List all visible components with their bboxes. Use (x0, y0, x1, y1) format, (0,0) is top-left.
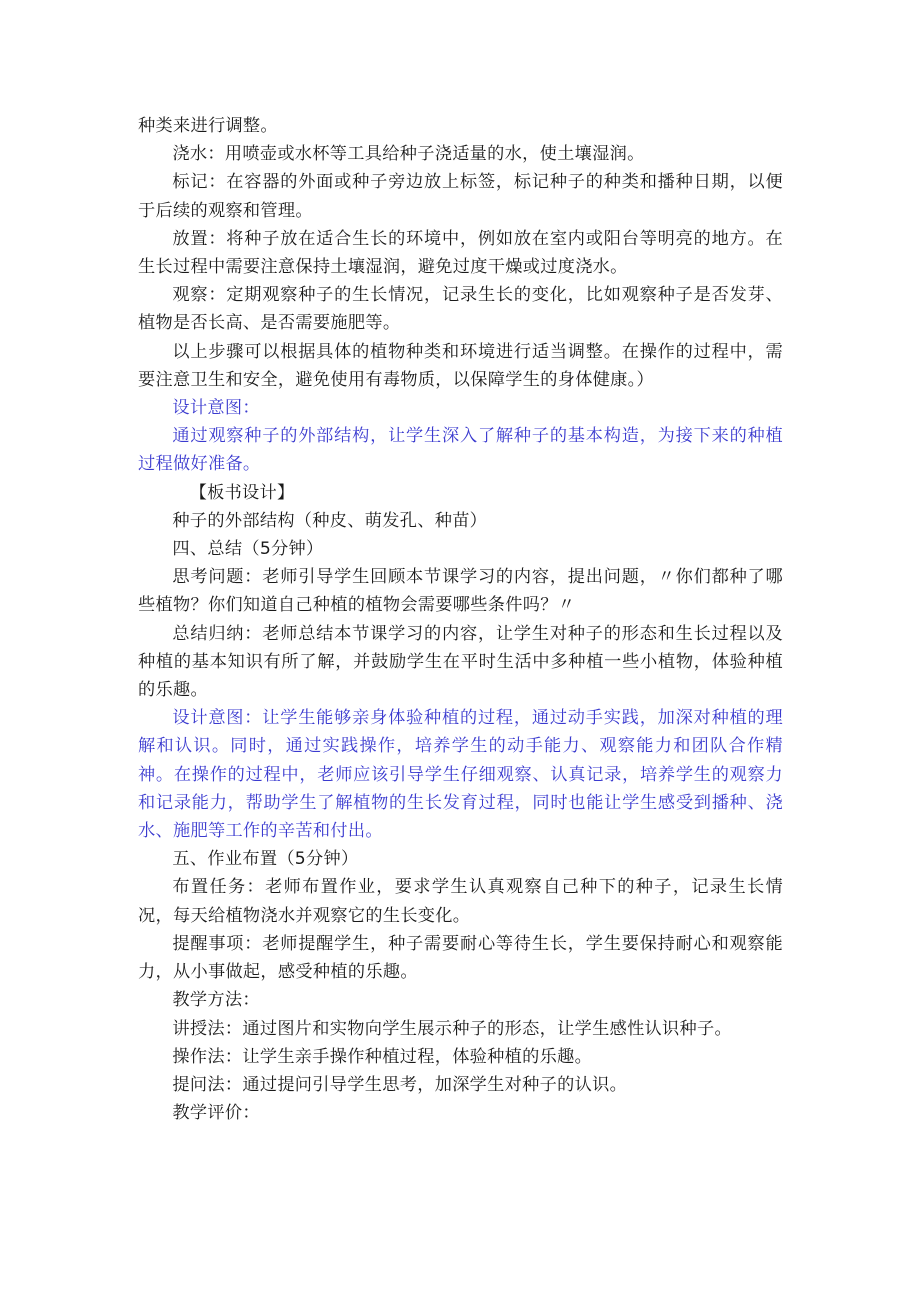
paragraph: 讲授法：通过图片和实物向学生展示种子的形态，让学生感性认识种子。 (172, 1018, 732, 1039)
paragraph: 观察：定期观察种子的生长情况，记录生长的变化，比如观察种子是否发芽、植物是否长高、是否需要施肥等。 (138, 285, 783, 334)
board-design-heading: 【板书设计】 (189, 482, 295, 503)
paragraph: 提问法：通过提问引导学生思考，加深学生对种子的认识。 (172, 1074, 628, 1095)
design-intent-paragraph: 设计意图：让学生能够亲身体验种植的过程，通过动手实践，加深对种植的理解和认识。同时，通过实践操作，培养学生的动手能力、观察能力和团队合作精神。在操作的过程中，老师应该引导学生仔细观察、认真记录，培养学生的观察力和记录能力，帮助学生了解植物的生长发育过程，同时也能让学生感受到播种、浇水、施肥等工作的辛苦和付出。 (138, 708, 783, 842)
paragraph: 标记：在容器的外面或种子旁边放上标签，标记种子的种类和播种日期，以便于后续的观察和管理。 (138, 172, 783, 221)
paragraph: 放置：将种子放在适合生长的环境中，例如放在室内或阳台等明亮的地方。在生长过程中需要注意保持土壤湿润，避免过度干燥或过度浇水。 (138, 228, 783, 278)
section-heading: 五、作业布置（5分钟） (172, 849, 359, 870)
paragraph: 教学方法： (172, 990, 260, 1011)
paragraph: 浇水：用喷壶或水杯等工具给种子浇适量的水，使土壤湿润。 (172, 144, 645, 165)
document-body (138, 112, 783, 1127)
paragraph: 布置任务：老师布置作业，要求学生认真观察自己种下的种子，记录生长情况，每天给植物浇水并观察它的生长变化。 (138, 877, 783, 926)
section-heading: 四、总结（5分钟） (172, 539, 324, 560)
paragraph: 总结归纳：老师总结本节课学习的内容，让学生对种子的形态和生长过程以及种植的基本知识有所了解，并鼓励学生在平时生活中多种植一些小植物，体验种植的乐趣。 (138, 623, 783, 701)
design-intent-heading: 设计意图： (172, 398, 260, 419)
design-intent-paragraph: 通过观察种子的外部结构，让学生深入了解种子的基本构造，为接下来的种植过程做好准备。 (138, 426, 783, 475)
paragraph: 提醒事项：老师提醒学生，种子需要耐心等待生长，学生要保持耐心和观察能力，从小事做起，感受种植的乐趣。 (138, 933, 783, 983)
paragraph: 种子的外部结构（种皮、萌发孔、种苗） (172, 510, 488, 531)
paragraph: 教学评价： (172, 1103, 260, 1124)
paragraph: 思考问题：老师引导学生回顾本节课学习的内容，提出问题，〃你们都种了哪些植物？你们知道自己种植的植物会需要哪些条件吗？〃 (138, 567, 783, 616)
paragraph: 操作法：让学生亲手操作种植过程，体验种植的乐趣。 (172, 1046, 593, 1067)
paragraph: 种类来进行调整。 (138, 116, 278, 136)
paragraph: 以上步骤可以根据具体的植物种类和环境进行适当调整。在操作的过程中，需要注意卫生和安全，避免使用有毒物质，以保障学生的身体健康。） (138, 341, 783, 390)
